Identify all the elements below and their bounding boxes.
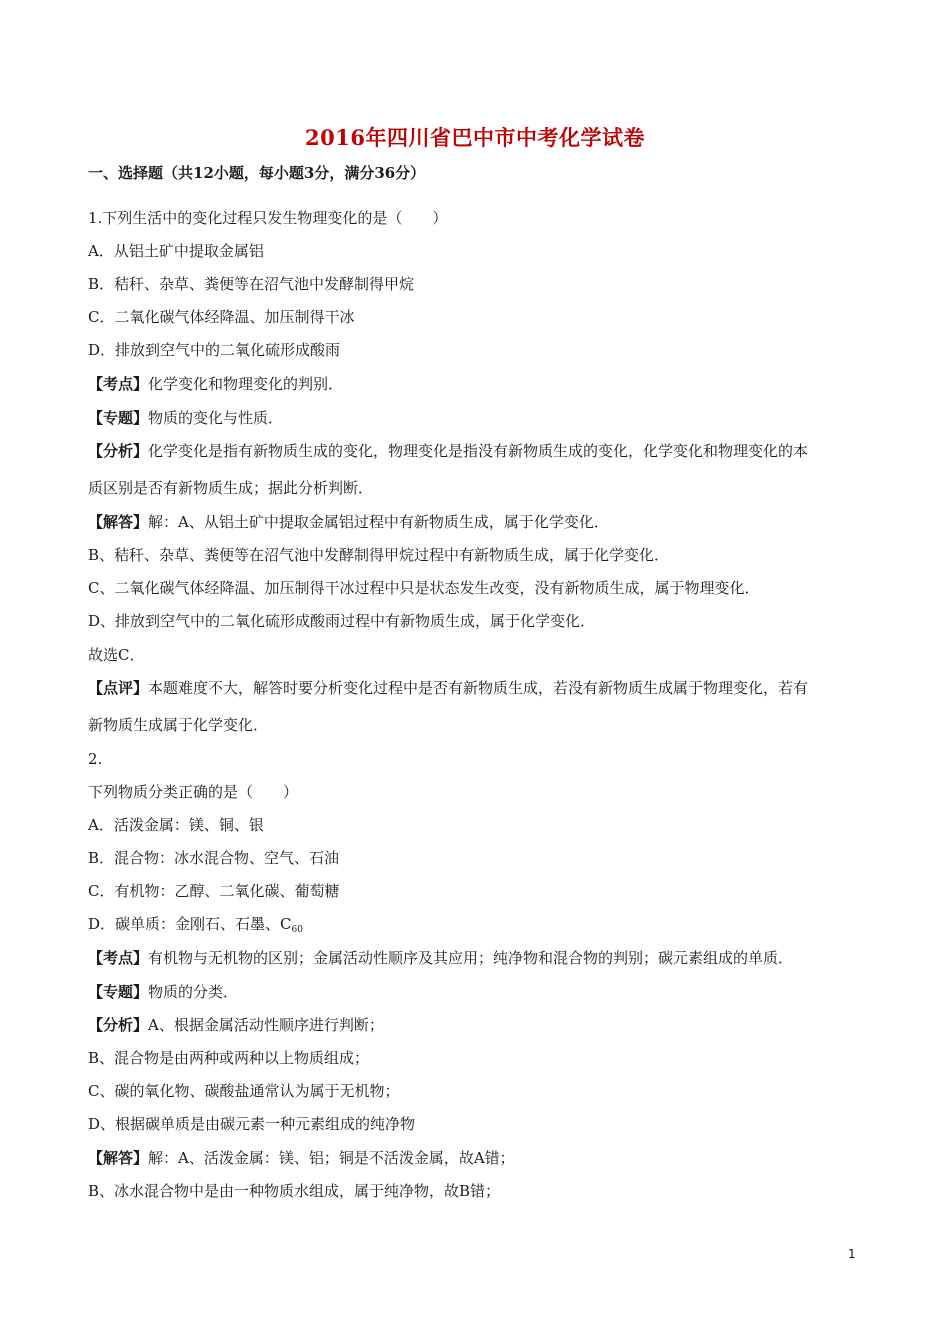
- q1-jieda-d: D、排放到空气中的二氧化硫形成酸雨过程中有新物质生成，属于化学变化．: [88, 612, 596, 630]
- q2-jieda-b: B、冰水混合物中是由一种物质水组成，属于纯净物，故B错；: [88, 1182, 501, 1200]
- q1-zhuanti: [88, 408, 283, 428]
- q1-dianping: [88, 678, 808, 698]
- jieda-label: 【解答】: [88, 513, 149, 531]
- kaodian-label: 【考点】: [88, 375, 149, 393]
- q1-fenxi: [88, 441, 808, 461]
- q2-zhuanti: [88, 982, 238, 1002]
- q1-option-d: D．排放到空气中的二氧化硫形成酸雨: [88, 341, 341, 359]
- q1-jieda-b: B、秸秆、杂草、粪便等在沼气池中发酵制得甲烷过程中有新物质生成，属于化学变化．: [88, 546, 670, 564]
- q2-jieda: [88, 1148, 515, 1168]
- zhuanti-text: 物质的变化与性质．: [148, 409, 284, 427]
- fenxi-text: 化学变化是指有新物质生成的变化，物理变化是指没有新物质生成的变化，化学变化和物理变化的本: [148, 442, 809, 460]
- jieda-text: 解：A、活泼金属：镁、铝；铜是不活泼金属，故A错；: [148, 1149, 515, 1167]
- section-header: 一、选择题（共12小题，每小题3分，满分36分）: [88, 164, 426, 182]
- kaodian-text: 化学变化和物理变化的判别．: [148, 375, 344, 393]
- q2-option-b: B．混合物：冰水混合物、空气、石油: [88, 849, 340, 867]
- zhuanti-text: 物质的分类．: [148, 983, 239, 1001]
- kaodian-label: 【考点】: [88, 949, 149, 967]
- q2-stem: 下列物质分类正确的是（ ）: [88, 783, 299, 801]
- q1-option-b: B．秸秆、杂草、粪便等在沼气池中发酵制得甲烷: [88, 275, 415, 293]
- kaodian-text: 有机物与无机物的区别；金属活动性顺序及其应用；纯净物和混合物的判别；碳元素组成的单质．: [148, 949, 794, 967]
- zhuanti-label: 【专题】: [88, 409, 149, 427]
- q2-fenxi: [88, 1015, 384, 1035]
- q2-option-d: [88, 914, 303, 940]
- q2-number: 2.: [88, 750, 103, 768]
- fenxi-label: 【分析】: [88, 442, 149, 460]
- page-number: 1: [848, 1247, 856, 1261]
- page-title: 2016年四川省巴中市中考化学试卷: [305, 125, 645, 150]
- q2-option-d-text: D．碳单质：金刚石、石墨、C: [88, 915, 292, 933]
- fenxi-label: 【分析】: [88, 1016, 149, 1034]
- jieda-label: 【解答】: [88, 1149, 149, 1167]
- q2-fenxi-c: C、碳的氧化物、碳酸盐通常认为属于无机物；: [88, 1082, 400, 1100]
- q1-answer: 故选C．: [88, 646, 145, 664]
- dianping-label: 【点评】: [88, 679, 149, 697]
- q1-kaodian: [88, 374, 343, 394]
- jieda-text: 解：A、从铝土矿中提取金属铝过程中有新物质生成，属于化学变化．: [148, 513, 609, 531]
- q1-option-c: C．二氧化碳气体经降温、加压制得干冰: [88, 308, 355, 326]
- q1-fenxi-cont: 质区别是否有新物质生成；据此分析判断．: [88, 479, 374, 497]
- dianping-text: 本题难度不大，解答时要分析变化过程中是否有新物质生成，若没有新物质生成属于物理变化，若有: [148, 679, 809, 697]
- q2-option-d-subscript: 60: [291, 925, 303, 935]
- q1-dianping-cont: 新物质生成属于化学变化．: [88, 716, 269, 734]
- q2-option-c: C．有机物：乙醇、二氧化碳、葡萄糖: [88, 882, 340, 900]
- q1-stem: 1.下列生活中的变化过程只发生物理变化的是（ ）: [88, 209, 448, 227]
- q1-option-a: A．从铝土矿中提取金属铝: [88, 242, 264, 260]
- q1-jieda: [88, 512, 609, 532]
- q2-fenxi-b: B、混合物是由两种或两种以上物质组成；: [88, 1049, 370, 1067]
- q2-fenxi-d: D、根据碳单质是由碳元素一种元素组成的纯净物: [88, 1115, 416, 1133]
- q2-kaodian: [88, 948, 793, 968]
- fenxi-text: A、根据金属活动性顺序进行判断；: [148, 1016, 384, 1034]
- q2-option-a: A．活泼金属：镁、铜、银: [88, 816, 264, 834]
- q1-jieda-c: C、二氧化碳气体经降温、加压制得干冰过程中只是状态发生改变，没有新物质生成，属于物理变化．: [88, 579, 760, 597]
- zhuanti-label: 【专题】: [88, 983, 149, 1001]
